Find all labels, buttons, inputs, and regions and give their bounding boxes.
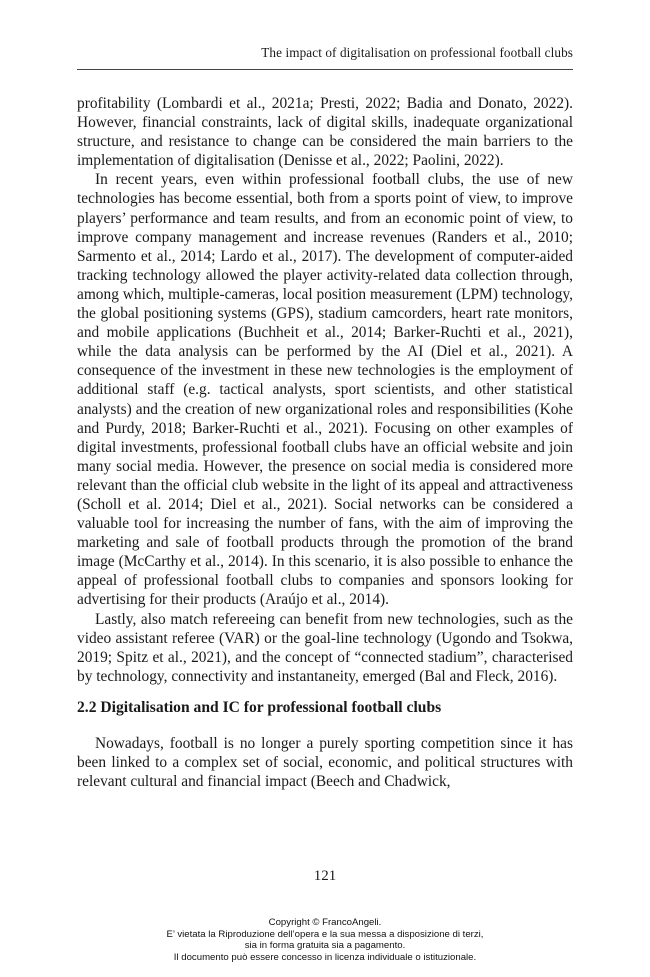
paragraph-4: Nowadays, football is no longer a purely sporting competition since it has been linked to a complex set of social, economic, and political structures with relevant cultural and financial impact (Beech and Chadwick, xyxy=(77,735,573,791)
header-rule xyxy=(77,69,573,70)
paragraph-1: profitability (Lombardi et al., 2021a; Presti, 2022; Badia and Donato, 2022). However, financial constraints, lack of digital skills, inadequate organizational structure, and resistance to change can be considered the main barriers to the implementation of digitalisation (Denisse et al., 2022; Paolini, 2022). xyxy=(77,95,573,170)
footer-line-1: Copyright © FrancoAngeli. xyxy=(268,917,382,928)
footer-line-2: E’ vietata la Riproduzione dell’opera e la sua messa a disposizione di terzi, xyxy=(166,928,484,940)
body-text-section-2-1 xyxy=(77,94,573,686)
footer-line-4: Il documento può essere concesso in licenza individuale o istituzionale. xyxy=(173,951,477,963)
copyright-footer xyxy=(0,917,650,963)
paragraph-2: In recent years, even within professional football clubs, the use of new technologies has become essential, both from a sports point of view, to improve players’ performance and team results, and from an economic point of view, to improve company management and increase revenues (Randers et al., 2010; Sarmento et al., 2014; Lardo et al., 2017). The development of computer-aided tracking technology allowed the player activity-related data collection through, among which, multiple-cameras, local position measurement (LPM) technology, the global positioning systems (GPS), stadium camcorders, heart rate monitors, and mobile applications (Buchheit et al., 2014; Barker-Ruchti et al., 2021), while the data analysis can be performed by the AI (Diel et al., 2021). A consequence of the investment in these new technologies is the employment of additional staff (e.g. tactical analysts, sport scientists, and other statistical analysts) and the creation of new organizational roles and responsibilities (Kohe and Purdy, 2018; Barker-Ruchti et al., 2021). Focusing on other examples of digital investments, professional football clubs have an official website and join many social media. However, the presence on social media is considered more relevant than the official club website in the light of its appeal and attractiveness (Scholl et al. 2014; Diel et al., 2021). Social networks can be considered a valuable tool for increasing the number of fans, with the aim of improving the marketing and sale of football products through the promotion of the brand image (McCarthy et al., 2014). In this scenario, it is also possible to enhance the appeal of professional football clubs to companies and sponsors looking for advertising for their products (Araújo et al., 2014). xyxy=(77,171,573,609)
section-heading: 2.2 Digitalisation and IC for professional football clubs xyxy=(77,699,442,716)
footer-line-3: sia in forma gratuita sia a pagamento. xyxy=(244,940,406,952)
page-number: 121 xyxy=(313,868,337,884)
running-header-title: The impact of digitalisation on professional football clubs xyxy=(261,45,573,60)
body-text-section-2-2 xyxy=(77,734,573,791)
paragraph-3: Lastly, also match refereeing can benefit from new technologies, such as the video assistant referee (VAR) or the goal-line technology (Ugondo and Tsokwa, 2019; Spitz et al., 2021), and the concept of “connected stadium”, characterised by technology, connectivity and instantaneity, emerged (Bal and Fleck, 2016). xyxy=(77,610,573,685)
